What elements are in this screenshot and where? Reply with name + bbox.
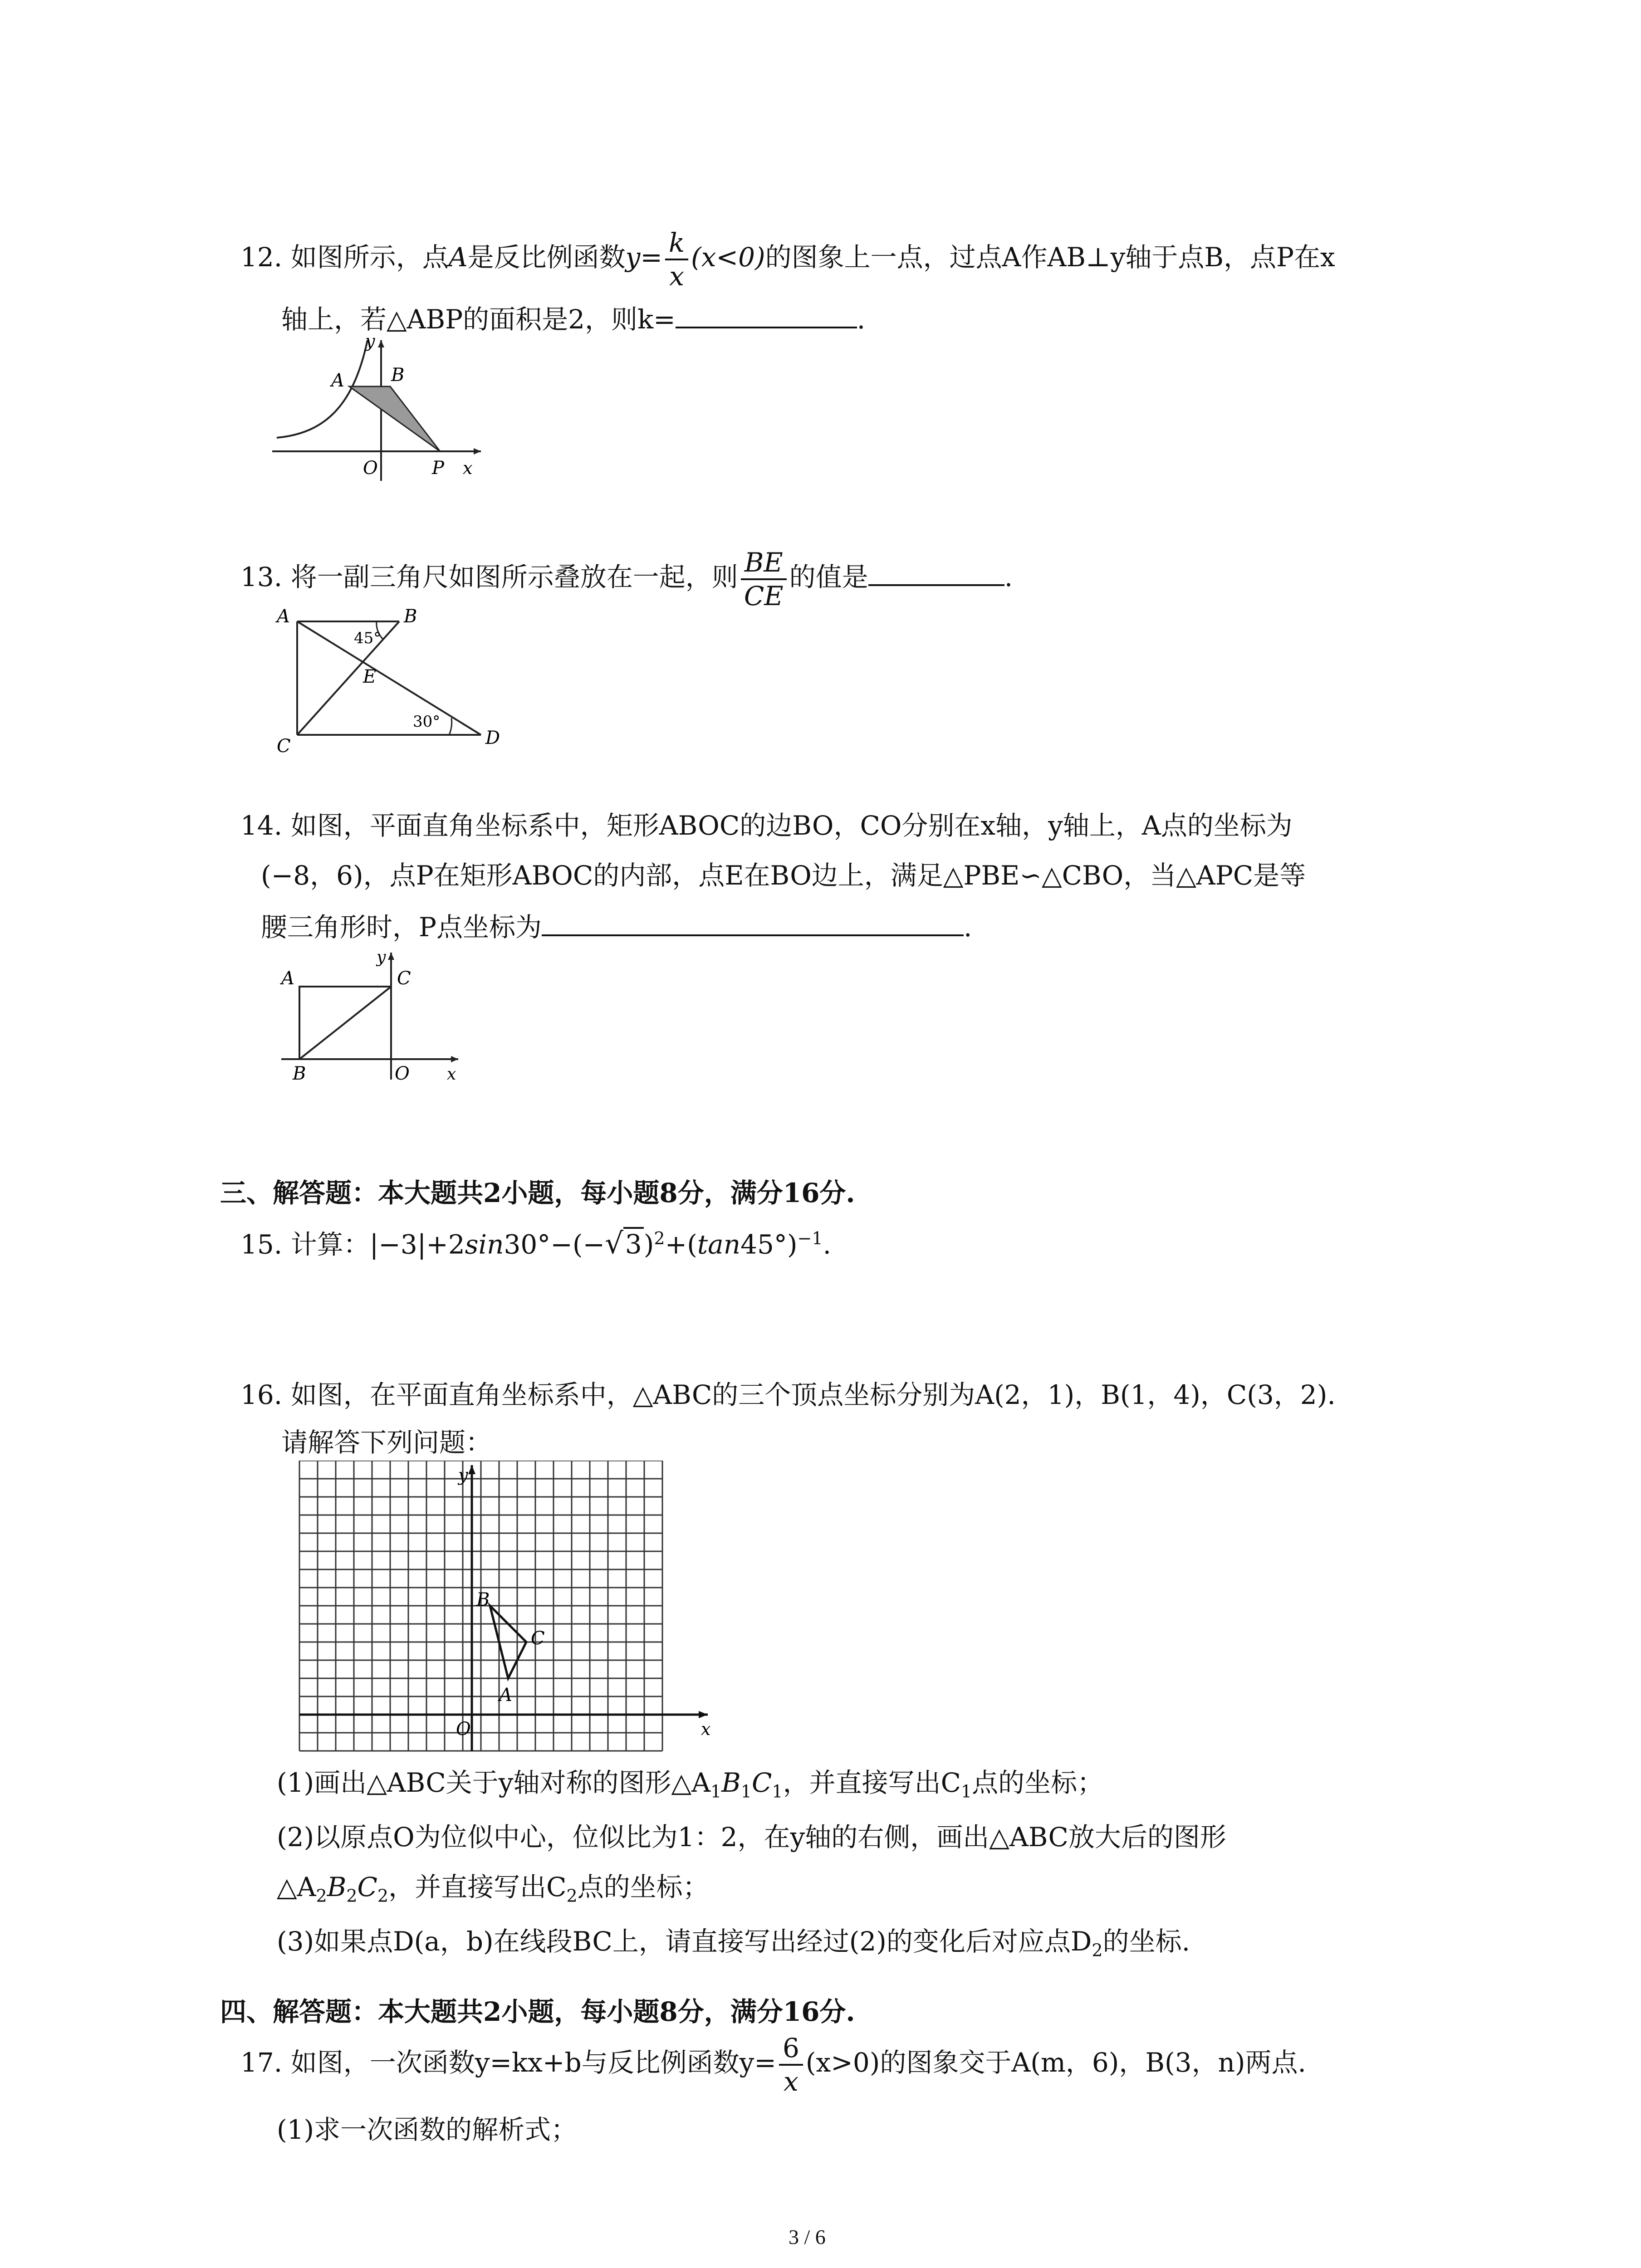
q14-fig-label-y: y xyxy=(377,948,386,967)
q13-fraction: $\frac{BE}{CE}$ xyxy=(741,547,787,612)
q14-line3: 腰三角形时，P点坐标为 . xyxy=(261,907,972,945)
q14-fig-label-A: A xyxy=(281,968,294,989)
q17-line1: 17. 如图，一次函数y=kx+b与反比例函数y= $\frac{6}{x}$ (x>0)的图象交于A(m，6)，B(3，n)两点. xyxy=(240,2033,1306,2097)
q16-fig-label-A: A xyxy=(499,1685,512,1706)
q16-sub2-line2: $\triangle A_2B_2C_2$，并直接写出$C_2$点的坐标； xyxy=(277,1872,709,1906)
q16-sub2-line1: (2)以原点O为位似中心，位似比为1：2，在y轴的右侧，画出△ABC放大后的图形 xyxy=(277,1822,1226,1853)
q16-fig-label-C: C xyxy=(531,1628,545,1649)
q12-fig-label-A: A xyxy=(331,370,344,391)
q13-number: 13. xyxy=(240,562,283,593)
q15-line: 15. 计算：$|-3|+2\sin 30^\circ-(-√3)^2+(\tan 45^\circ)^{-1}$. xyxy=(240,1220,831,1262)
q16-line1: 16. 如图，在平面直角坐标系中，△ABC的三个顶点坐标分别为A(2，1)，B(1，4)，C(3，2). xyxy=(240,1379,1336,1410)
q13-fig-label-30: 30° xyxy=(413,713,441,731)
q13-figure xyxy=(272,608,526,758)
q13-fig-label-45: 45° xyxy=(354,629,382,647)
q14-line2: (−8，6)，点P在矩形ABOC的内部，点E在BO边上，满足△PBE∽△CBO，当△APC是等 xyxy=(261,860,1306,891)
q16-fig-label-B: B xyxy=(476,1589,490,1610)
q17-fraction: $\frac{6}{x}$ xyxy=(779,2032,803,2097)
q15-sqrt: √3 xyxy=(605,1226,644,1262)
q16-grid-figure xyxy=(290,1461,735,1760)
q14-fig-label-B: B xyxy=(293,1063,306,1084)
q14-fig-label-x: x xyxy=(447,1065,456,1084)
q12-fraction: $\frac{k}{x}$ xyxy=(665,227,688,292)
q14-figure xyxy=(272,948,481,1084)
q16-fig-label-O: O xyxy=(456,1719,471,1740)
q14-line1: 14. 如图，平面直角坐标系中，矩形ABOC的边BO，CO分别在x轴，y轴上，A点的坐标为 xyxy=(240,810,1293,841)
q13-fig-label-C: C xyxy=(277,736,291,757)
q14-fig-label-C: C xyxy=(397,968,411,989)
q12-fig-label-y: y xyxy=(365,336,375,351)
q14-number: 14. xyxy=(240,810,283,841)
q13-answer-blank[interactable] xyxy=(868,557,1004,586)
q12-figure xyxy=(272,336,490,485)
q13-fig-label-A: A xyxy=(277,608,290,627)
q15-number: 15. xyxy=(240,1229,283,1260)
q12-line2: 轴上，若△ABP的面积是2，则k= . xyxy=(281,299,865,337)
q16-line2: 请解答下列问题： xyxy=(281,1427,492,1458)
q16-fig-label-x: x xyxy=(701,1719,711,1739)
section4-heading: 四、解答题：本大题共2小题，每小题8分，满分16分. xyxy=(220,1996,855,2027)
section3-heading: 三、解答题：本大题共2小题，每小题8分，满分16分. xyxy=(220,1178,855,1208)
q17-sub1: (1)求一次函数的解析式； xyxy=(277,2114,578,2145)
q13-fig-label-B: B xyxy=(404,608,417,627)
q12-line1: 12. 如图所示，点A是反比例函数y= $\frac{k}{x}$ (x<0)的图象上一点，过点A作AB⊥y轴于点B，点P在x xyxy=(240,227,1335,292)
page-number: 3 / 6 xyxy=(789,2225,826,2248)
q13-fig-label-D: D xyxy=(485,728,500,748)
q13-line1: 13. 将一副三角尺如图所示叠放在一起，则 $\frac{BE}{CE}$ 的值是 . xyxy=(240,547,1013,611)
q13-fig-label-E: E xyxy=(363,666,377,687)
q12-answer-blank[interactable] xyxy=(676,299,857,328)
q12-fig-label-x: x xyxy=(463,458,473,478)
q16-sub1: (1)画出△ABC关于y轴对称的图形$\triangle A_1B_1C_1$，并直接写出$C_1$点的坐标； xyxy=(277,1767,1104,1802)
q17-number: 17. xyxy=(240,2047,283,2078)
q14-answer-blank[interactable] xyxy=(542,907,964,936)
q12-number: 12. xyxy=(240,242,283,273)
q16-sub3: (3)如果点D(a，b)在线段BC上，请直接写出经过(2)的变化后对应点$D_2$的坐标. xyxy=(277,1926,1190,1960)
q16-number: 16. xyxy=(240,1379,283,1410)
q14-fig-label-O: O xyxy=(395,1063,410,1084)
q12-fig-label-O: O xyxy=(363,458,378,479)
q12-fig-label-P: P xyxy=(432,458,444,479)
q12-fig-label-B: B xyxy=(391,365,405,386)
q16-fig-label-y: y xyxy=(458,1465,468,1485)
